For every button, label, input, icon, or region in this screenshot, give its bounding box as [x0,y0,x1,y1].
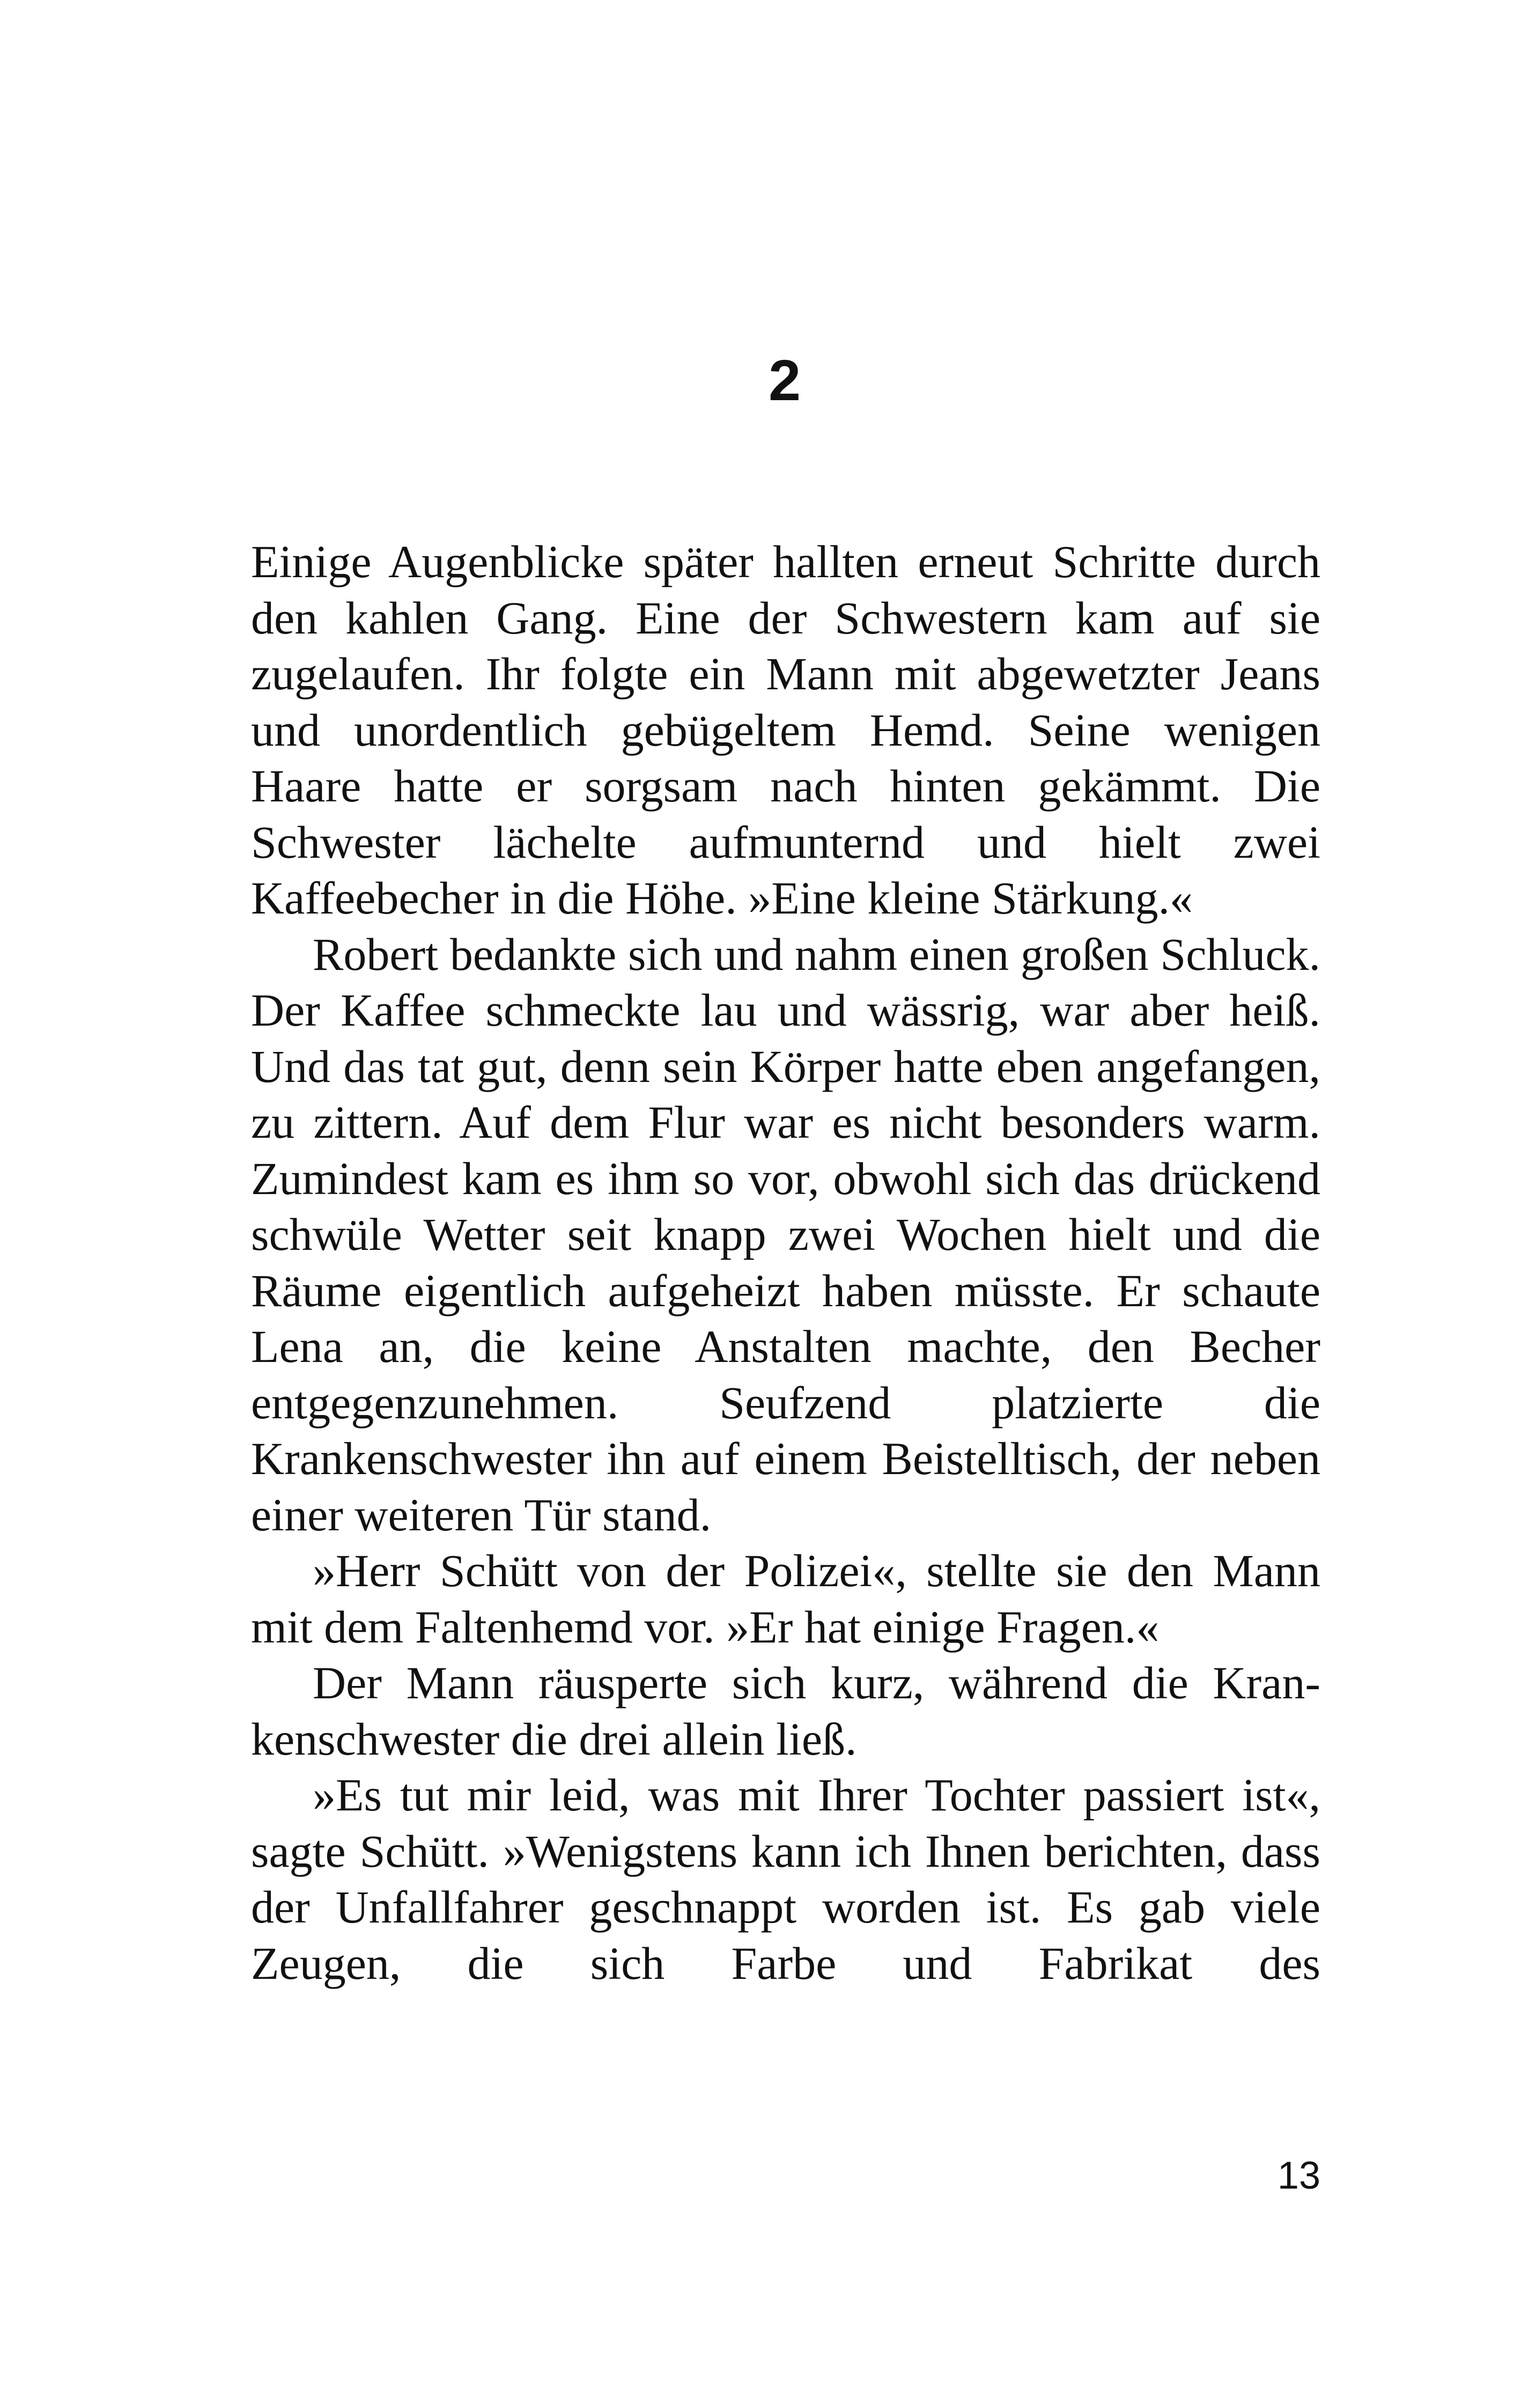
chapter-number: 2 [768,348,801,413]
page-number: 13 [1277,2154,1320,2197]
paragraph-1: Einige Augenblicke später hallten erneut Schritte durch den kahlen Gang. Eine der Schwestern kam auf sie zugelaufen. Ihr folgte ein Mann mit abgewetzter Jeans und unordentlich gebügeltem Hemd. Seine wenigen Haare hatte er sorgsam nach hinten gekämmt. Die Schwester lächelte aufmunternd und hielt zwei Kaffeebecher in die Höhe. »Eine kleine Stärkung.« [251,536,1320,924]
paragraph-5: »Es tut mir leid, was mit Ihrer Tochter passiert ist«, sagte Schütt. »Wenigstens kann ich Ihnen berichten, dass der Unfallfahrer geschnappt worden ist. Es gab viele Zeugen, die sich Farbe und Fabrikat des [251,1769,1320,1989]
paragraph-4: Der Mann räusperte sich kurz, während die Krankenschwester die drei allein ließ. [251,1657,1320,1765]
paragraph-2: Robert bedankte sich und nahm einen großen Schluck. Der Kaffee schmeckte lau und wässrig, war aber heiß. Und das tat gut, denn sein Körper hatte eben angefangen, zu zittern. Auf dem Flur war es nicht besonders warm. Zumindest kam es ihm so vor, obwohl sich das drückend schwüle Wetter seit knapp zwei Wochen hielt und die Räume eigentlich aufgeheizt haben müsste. Er schaute Lena an, die keine Anstalten machte, den Becher entgegenzunehmen. Seufzend platzierte die Krankenschwester ihn auf einem Beistelltisch, der neben einer weiteren Tür stand. [251,928,1320,1541]
body-text [251,534,1320,1991]
paragraph-3: »Herr Schütt von der Polizei«, stellte sie den Mann mit dem Faltenhemd vor. »Er hat einige Fragen.« [251,1545,1320,1653]
